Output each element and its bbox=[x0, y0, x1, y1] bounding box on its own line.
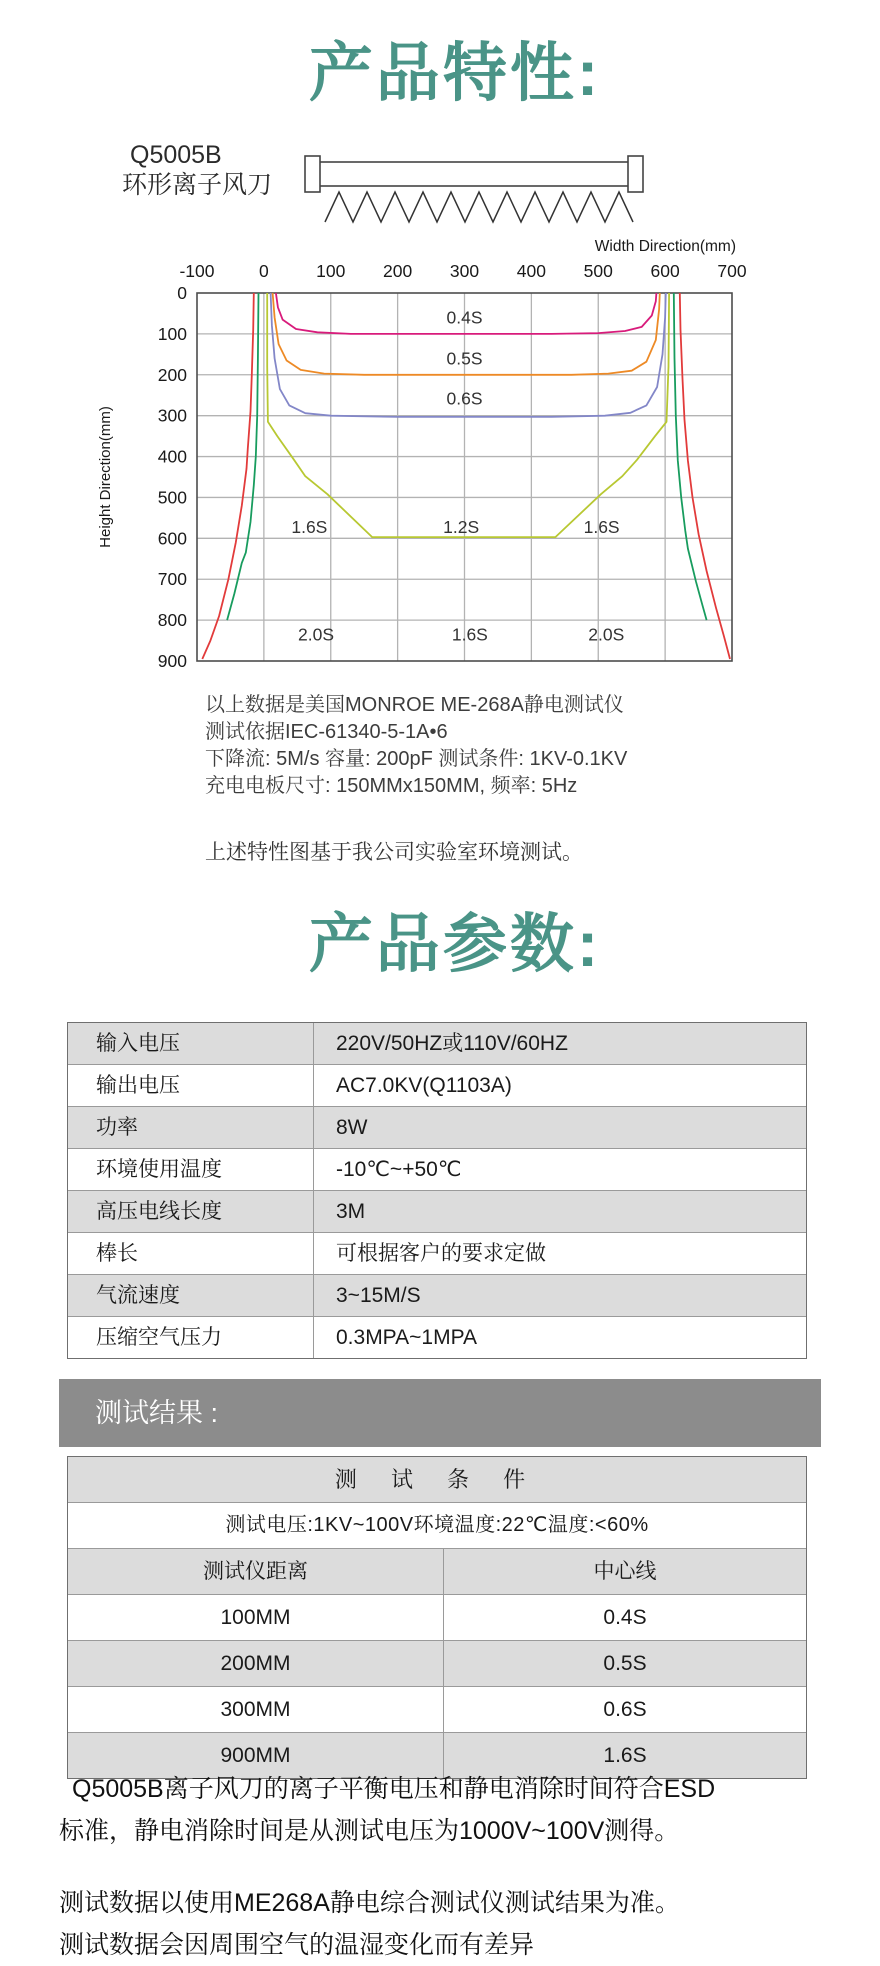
param-value: 3~15M/S bbox=[336, 1284, 421, 1307]
param-row bbox=[68, 1107, 806, 1149]
x-tick-label: -100 bbox=[179, 261, 215, 281]
x-tick-label: 600 bbox=[650, 261, 680, 281]
test-equipment-notes bbox=[205, 692, 627, 800]
contour-series bbox=[202, 293, 254, 659]
time-value: 0.4S bbox=[603, 1606, 647, 1629]
note-line: 测试依据IEC-61340-5-1A•6 bbox=[205, 721, 448, 743]
test-table-row bbox=[68, 1687, 806, 1733]
y-tick-label: 700 bbox=[157, 569, 187, 590]
x-tick-label: 300 bbox=[449, 261, 480, 281]
time-value: 1.6S bbox=[603, 1744, 647, 1767]
features-title: 产品特性: bbox=[308, 37, 602, 109]
param-row bbox=[68, 1317, 806, 1358]
air-knife-bar bbox=[319, 162, 629, 186]
time-value: 0.5S bbox=[603, 1652, 647, 1675]
param-row bbox=[68, 1233, 806, 1275]
y-tick-label: 400 bbox=[157, 446, 187, 467]
product-label bbox=[122, 140, 272, 200]
column-header-centerline: 中心线 bbox=[593, 1560, 657, 1583]
contour-series bbox=[680, 293, 730, 659]
distance-value: 300MM bbox=[68, 1687, 444, 1732]
lab-environment-note: 上述特性图基于我公司实验室环境测试。 bbox=[205, 841, 583, 864]
y-axis-title: Height Direction(mm) bbox=[97, 406, 114, 548]
note-line: 下降流: 5M/s 容量: 200pF 测试条件: 1KV-0.1KV bbox=[205, 748, 628, 770]
footer-line: 标准，静电消除时间是从测试电压为1000V~100V测得。 bbox=[59, 1817, 680, 1845]
y-tick-label: 800 bbox=[157, 610, 187, 631]
test-table-row bbox=[68, 1457, 806, 1503]
param-value: 可根据客户的要求定做 bbox=[336, 1242, 546, 1265]
test-table-row bbox=[68, 1549, 806, 1595]
test-table-title: 测 试 条 件 bbox=[334, 1467, 540, 1492]
param-label: 输入电压 bbox=[68, 1023, 314, 1064]
note-line: 以上数据是美国MONROE ME-268A静电测试仪 bbox=[205, 694, 624, 716]
footer-line: Q5005B离子风刀的离子平衡电压和静电消除时间符合ESD bbox=[72, 1775, 716, 1803]
param-label: 输出电压 bbox=[68, 1065, 314, 1106]
contour-value-label: 0.5S bbox=[446, 348, 483, 369]
param-label: 棒长 bbox=[68, 1233, 314, 1274]
feature-chart-svg bbox=[90, 235, 750, 680]
contour-value-label: 2.0S bbox=[298, 624, 335, 645]
contour-value-label: 1.6S bbox=[291, 516, 328, 537]
y-tick-label: 0 bbox=[177, 283, 187, 303]
distance-value: 100MM bbox=[68, 1595, 444, 1640]
note-line: 充电电板尺寸: 150MMx150MM, 频率: 5Hz bbox=[205, 775, 578, 797]
footer-paragraph-esd bbox=[59, 1768, 839, 1852]
feature-chart bbox=[90, 235, 750, 680]
test-condition-text: 测试电压:1KV~100V环境温度:22℃温度:<60% bbox=[225, 1514, 649, 1536]
param-value: 3M bbox=[336, 1200, 366, 1223]
params-title: 产品参数: bbox=[308, 908, 602, 980]
footer-paragraph-disclaimer bbox=[59, 1882, 839, 1966]
airflow-chevrons-icon bbox=[325, 192, 633, 222]
air-knife-left-cap bbox=[305, 156, 320, 192]
contour-value-label: 1.6S bbox=[451, 624, 488, 645]
param-label: 气流速度 bbox=[68, 1275, 314, 1316]
product-model: Q5005B bbox=[130, 141, 222, 169]
param-label: 高压电线长度 bbox=[68, 1191, 314, 1232]
time-value: 0.6S bbox=[603, 1698, 647, 1721]
x-tick-label: 400 bbox=[516, 261, 546, 281]
contour-value-label: 0.6S bbox=[446, 388, 483, 409]
contour-value-label: 2.0S bbox=[588, 624, 625, 645]
contour-value-label: 1.6S bbox=[583, 516, 620, 537]
param-value: -10℃~+50℃ bbox=[336, 1158, 462, 1181]
air-knife-right-cap bbox=[628, 156, 643, 192]
params-table bbox=[67, 1022, 807, 1359]
x-tick-label: 700 bbox=[717, 261, 747, 281]
param-row bbox=[68, 1149, 806, 1191]
test-table-row bbox=[68, 1641, 806, 1687]
param-row bbox=[68, 1023, 806, 1065]
x-tick-label: 0 bbox=[259, 261, 269, 281]
contour-value-label: 1.2S bbox=[443, 516, 480, 537]
param-value: AC7.0KV(Q1103A) bbox=[336, 1074, 512, 1097]
y-tick-label: 600 bbox=[157, 528, 187, 549]
param-row bbox=[68, 1191, 806, 1233]
y-tick-label: 200 bbox=[157, 364, 187, 385]
param-label: 压缩空气压力 bbox=[68, 1317, 314, 1358]
param-value: 220V/50HZ或110V/60HZ bbox=[336, 1032, 568, 1055]
product-name: 环形离子风刀 bbox=[122, 171, 273, 199]
test-results-banner: 测试结果 : bbox=[59, 1379, 821, 1447]
param-value: 0.3MPA~1MPA bbox=[336, 1326, 478, 1349]
y-tick-label: 100 bbox=[157, 323, 187, 344]
x-axis-title: Width Direction(mm) bbox=[594, 238, 736, 255]
footer-line: 测试数据以使用ME268A静电综合测试仪测试结果为准。 bbox=[59, 1889, 680, 1917]
x-tick-label: 200 bbox=[383, 261, 413, 281]
test-table-row bbox=[68, 1503, 806, 1549]
y-tick-label: 900 bbox=[157, 651, 187, 671]
column-header-distance: 测试仪距离 bbox=[68, 1549, 444, 1594]
param-label: 环境使用温度 bbox=[68, 1149, 314, 1190]
distance-value: 900MM bbox=[68, 1733, 444, 1778]
param-row bbox=[68, 1275, 806, 1317]
contour-value-label: 0.4S bbox=[446, 307, 483, 328]
param-label: 功率 bbox=[68, 1107, 314, 1148]
x-tick-label: 500 bbox=[583, 261, 613, 281]
y-tick-label: 300 bbox=[157, 405, 187, 426]
y-tick-label: 500 bbox=[157, 487, 187, 508]
footer-line: 测试数据会因周围空气的温湿变化而有差异 bbox=[59, 1931, 535, 1959]
param-value: 8W bbox=[336, 1116, 368, 1139]
distance-value: 200MM bbox=[68, 1641, 444, 1686]
param-row bbox=[68, 1065, 806, 1107]
test-conditions-table bbox=[67, 1456, 807, 1779]
test-table-row bbox=[68, 1595, 806, 1641]
air-knife-diagram bbox=[295, 148, 655, 233]
x-tick-label: 100 bbox=[316, 261, 346, 281]
